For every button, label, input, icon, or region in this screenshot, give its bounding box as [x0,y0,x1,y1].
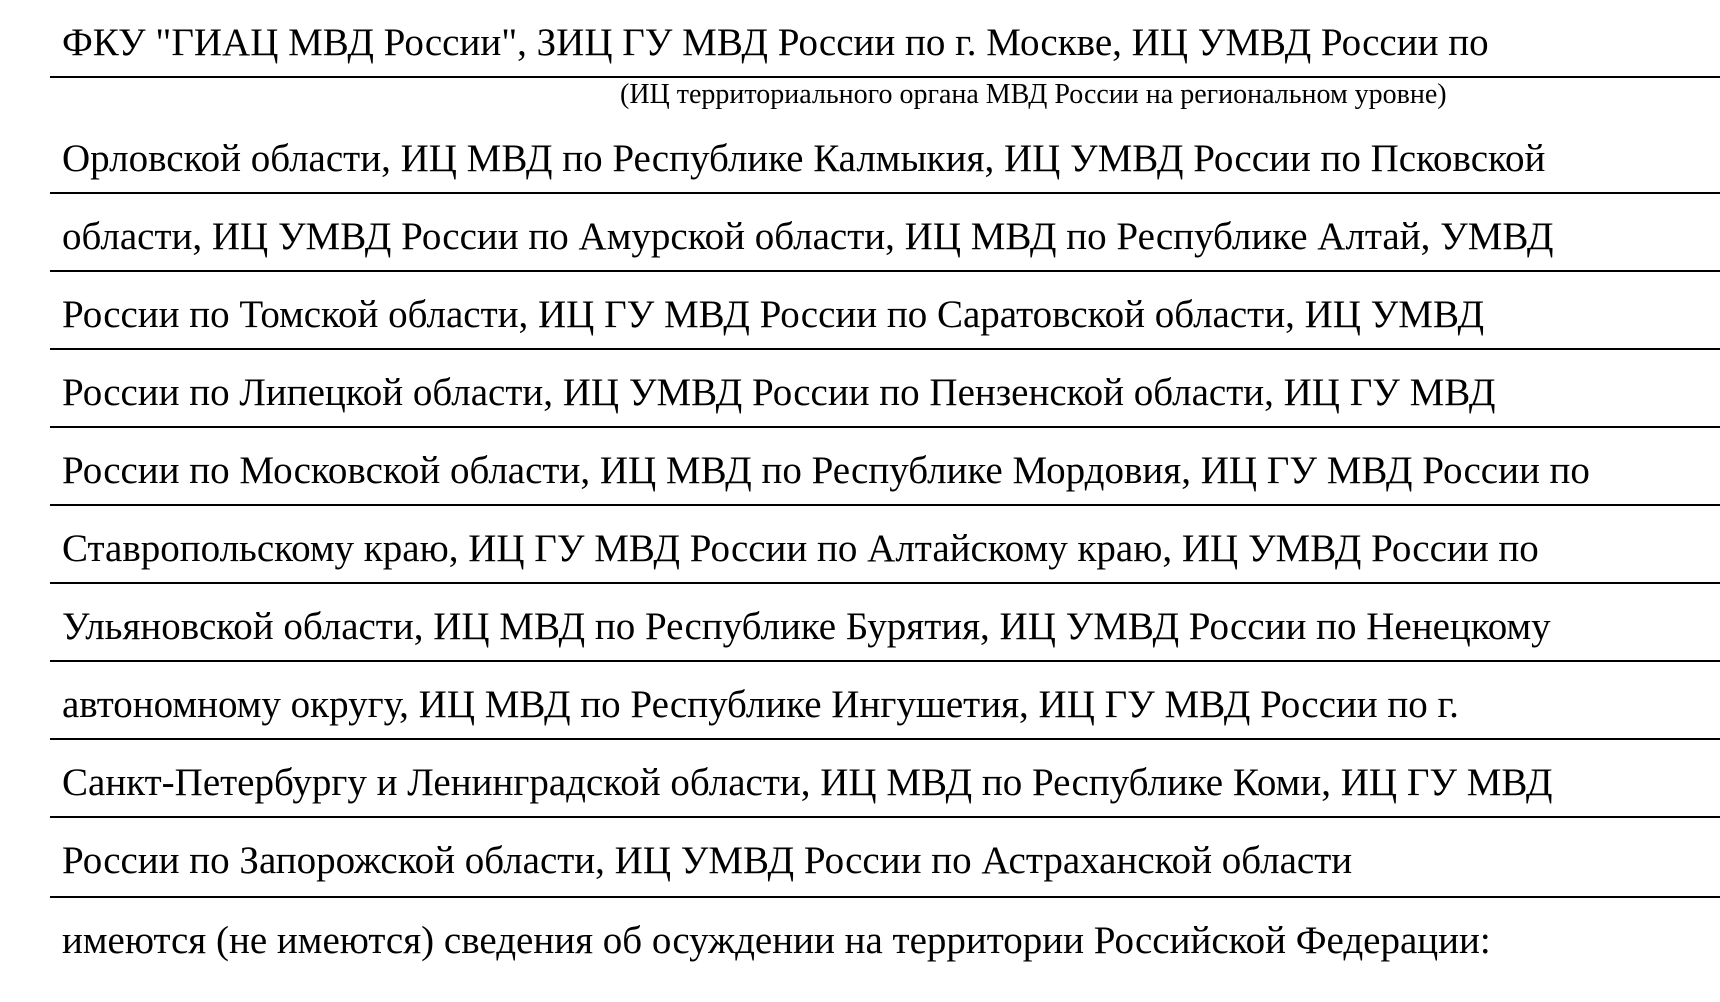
agency-line-10: Санкт-Петербургу и Ленинградской области, ИЦ МВД по Республике Коми, ИЦ ГУ МВД [62,761,1553,804]
underline-2 [50,192,1720,194]
underline-8 [50,660,1720,662]
agency-line-9: автономному округу, ИЦ МВД по Республике Ингушетия, ИЦ ГУ МВД России по г. [62,683,1459,726]
agency-line-5: России по Липецкой области, ИЦ УМВД России по Пензенской области, ИЦ ГУ МВД [62,371,1496,414]
agency-line-8: Ульяновской области, ИЦ МВД по Республике Бурятия, ИЦ УМВД России по Ненецкому [62,605,1551,648]
underline-3 [50,270,1720,272]
agency-line-7: Ставропольскому краю, ИЦ ГУ МВД России по Алтайскому краю, ИЦ УМВД России по [62,527,1539,570]
closing-statement: имеются (не имеются) сведения об осуждении на территории Российской Федерации: [62,919,1491,962]
underline-4 [50,348,1720,350]
agency-line-4: России по Томской области, ИЦ ГУ МВД России по Саратовской области, ИЦ УМВД [62,293,1485,336]
underline-10 [50,816,1720,818]
underline-9 [50,738,1720,740]
underline-7 [50,582,1720,584]
underline-11 [50,896,1720,898]
underline-5 [50,426,1720,428]
agency-line-2: Орловской области, ИЦ МВД по Республике Калмыкия, ИЦ УМВД России по Псковской [62,137,1546,180]
agency-line-3: области, ИЦ УМВД России по Амурской области, ИЦ МВД по Республике Алтай, УМВД [62,215,1554,258]
agency-line-1: ФКУ "ГИАЦ МВД России", ЗИЦ ГУ МВД России по г. Москве, ИЦ УМВД России по [62,21,1489,64]
underline-6 [50,504,1720,506]
agency-line-11: России по Запорожской области, ИЦ УМВД России по Астраханской области [62,839,1353,882]
agency-line-6: России по Московской области, ИЦ МВД по Республике Мордовия, ИЦ ГУ МВД России по [62,449,1590,492]
field-caption: (ИЦ территориального органа МВД России на региональном уровне) [620,79,1447,110]
